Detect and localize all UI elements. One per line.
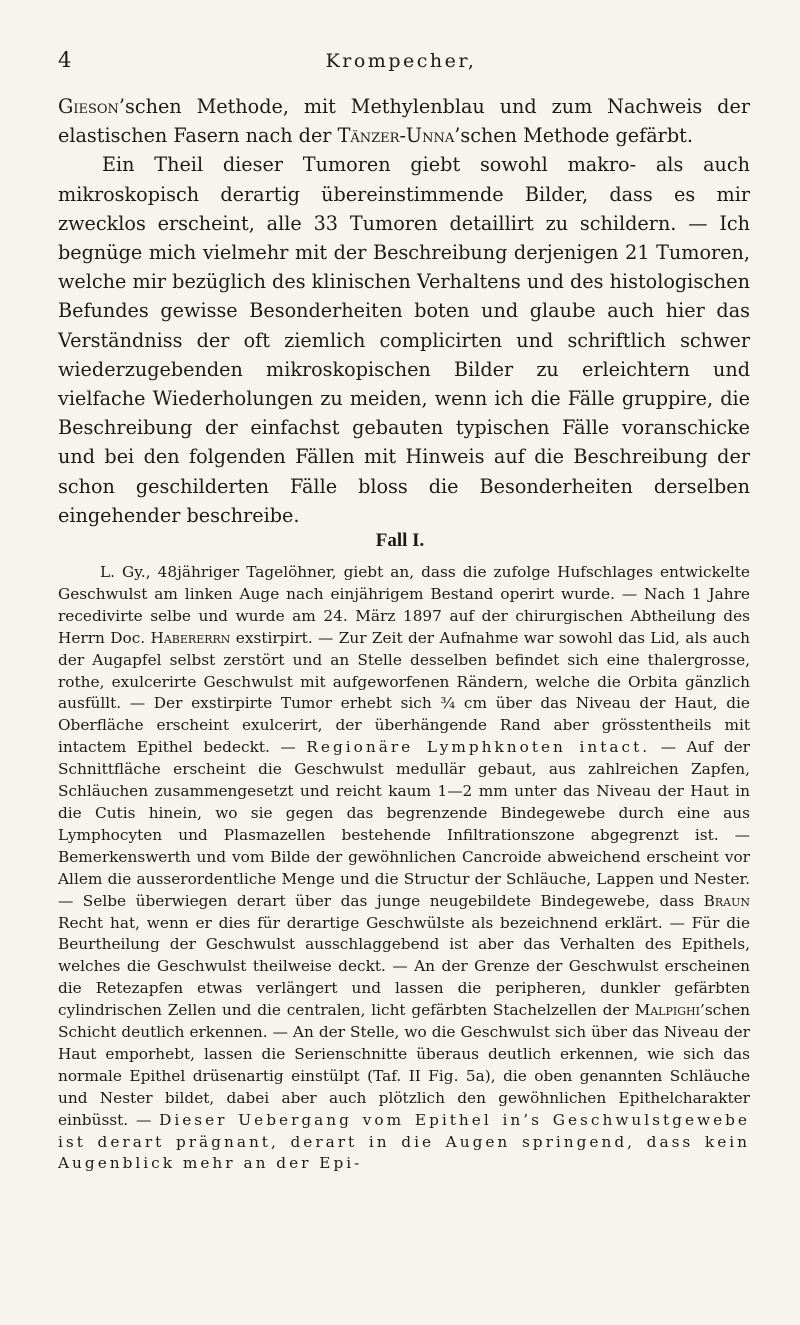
page-number: 4 [58,48,72,72]
author-name-habererrn: Habererrn [150,628,231,647]
case-text-5: ’schen Schicht deutlich erkennen. — An der Stelle, wo die Geschwulst sich über das Niveau der Haut emporhebt, lassen die Serienschnitte überaus deutlich erkennen, wie sich das normale Epithel drüsenartig einstülpt (Taf. II Fig. 5a), die oben genannten Schläuche und Nester bildet, dabei aber auch plötzlich den gewöhnlichen Epithelcharakter einbüsst. — [58,1001,750,1129]
case-report [58,562,750,1175]
emphasis-transition: Dieser Uebergang vom Epithel in’s Geschwulstgewebe ist derart prägnant, derart in die Augen springend, dass kein Augenblick mehr an der Epi- [58,1110,750,1173]
intro-p1-text-a: ’schen Methode, mit Methylenblau und zum Nachweis der elastischen Fasern nach der [58,95,750,148]
case-paragraph [58,562,750,1175]
page-header [58,48,744,78]
section-heading: Fall I. [375,530,425,551]
running-head: Krompecher, [325,50,477,72]
intro-paragraph-1 [58,92,750,150]
case-text-3: — Auf der Schnittfläche erscheint die Geschwulst medullär gebaut, aus zahlreichen Zapfen, Schläuchen zusammengesetzt und reicht kaum 1—2 mm unter das Niveau der Haut in die Cutis hinein, wo sie gegen das begrenzende Bindegewebe durch eine aus Lymphocyten und Plasmazellen bestehende Infiltrationszone abgegrenzt ist. — Bemerkenswerth und vom Bilde der gewöhnlichen Cancroide abweichend erscheint vor Allem die ausserordentliche Menge und die Structur der Schläuche, Lappen und Nester. — Selbe überwiegen derart über das junge neugebildete Bindegewebe, dass [58,738,750,910]
intro-text [58,92,750,530]
case-text-1: L. Gy., 48jähriger Tagelöhner, giebt an, dass die zufolge Hufschlages entwickelte Geschwulst am linken Auge nach einjährigem Bestand operirt wurde. — Nach 1 Jahre recedivirte selbe und wurde am 24. März 1897 auf der chirurgischen Abtheilung des Herrn Doc. [58,563,750,647]
case-text-4: Recht hat, wenn er dies für derartige Geschwülste als bezeichnend erklärt. — Für die Beurtheilung der Geschwulst ausschlaggebend ist aber das Verhalten des Epithels, welches die Geschwulst theilweise deckt. — An der Grenze der Geschwulst erscheinen die Retezapfen etwas verlängert und lassen die peripheren, dunkler gefärbten cylindrischen Zellen und die centralen, licht gefärbten Stachelzellen der [58,913,750,1020]
author-name-braun: Braun [703,891,750,910]
intro-paragraph-2: Ein Theil dieser Tumoren giebt sowohl makro- als auch mikroskopisch derartig übereinstimmende Bilder, dass es mir zwecklos erscheint, alle 33 Tumoren detaillirt zu schildern. — Ich begnüge mich vielmehr mit der Beschreibung derjenigen 21 Tumoren, welche mir bezüglich des klinischen Verhaltens und des histologischen Befundes gewisse Besonderheiten boten und glaube auch hier das Verständniss der oft ziemlich complicirten und schriftlich schwer wiederzugebenden mikroskopischen Bilder zu erleichtern und vielfache Wiederholungen zu meiden, wenn ich die Fälle gruppire, die Beschreibung der einfachst gebauten typischen Fälle voranschicke und bei den folgenden Fällen mit Hinweis auf die Beschreibung der schon geschilderten Fälle bloss die Besonderheiten derselben eingehender beschreibe. [58,153,750,527]
case-text-2: exstirpirt. — Zur Zeit der Aufnahme war sowohl das Lid, als auch der Augapfel selbst zerstört und an Stelle desselben befindet sich eine thalergrosse, rothe, exulcerirte Geschwulst mit aufgeworfenen Rändern, welche die Orbita gänzlich ausfüllt. — Der exstirpirte Tumor erhebt sich ¾ cm über das Niveau der Haut, die Oberfläche erscheint exulcerirt, der überhängende Rand aber grösstentheils mit intactem Epithel bedeckt. — [58,628,751,757]
author-name-gieson: Gieson [58,95,119,118]
intro-p1-text-b: ’schen Methode gefärbt. [454,124,693,148]
author-name-taenzer-unna: Tänzer-Unna [337,124,455,148]
emphasis-lymph-nodes: Regionäre Lymphknoten intact. [306,738,651,757]
author-name-malpighi: Malpighi [634,1001,700,1020]
